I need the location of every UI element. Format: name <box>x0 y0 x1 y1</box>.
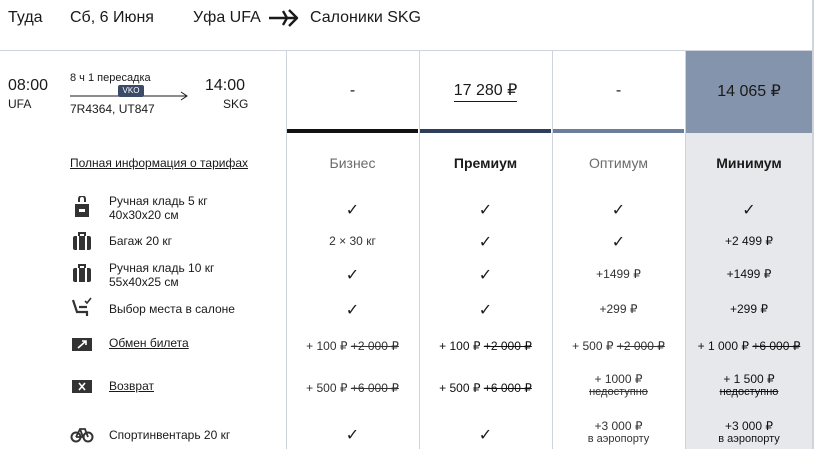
tariff-bar-optimum <box>553 129 684 133</box>
destination-city: Салоники SKG <box>310 9 421 26</box>
carry-on-icon <box>70 262 94 284</box>
right-divider <box>812 0 814 449</box>
flight-numbers: 7R4364, UT847 <box>70 102 155 116</box>
service-hand-luggage-5: Ручная кладь 5 кг 40x30x20 см <box>109 194 208 222</box>
tariff-column-optimum[interactable] <box>552 51 684 449</box>
tariff-name-business: Бизнес <box>329 155 376 171</box>
full-tariff-info-link[interactable]: Полная информация о тарифах <box>70 156 249 170</box>
tariff-name-minimum: Минимум <box>716 155 782 171</box>
seat-icon <box>70 296 94 318</box>
carryon10-value: +1499 ₽ <box>596 267 641 281</box>
check-icon: ✓ <box>478 202 493 219</box>
suitcase-icon <box>70 230 94 252</box>
sport-value: +3 000 ₽ в аэропорту <box>718 419 780 445</box>
bicycle-icon <box>70 423 94 445</box>
flight-date: Сб, 6 Июня <box>70 9 154 26</box>
flight-duration: 8 ч 1 пересадка <box>70 72 151 84</box>
price-minimum[interactable]: 14 065 ₽ <box>686 51 812 131</box>
tariff-column-business[interactable] <box>286 51 418 449</box>
tariff-name-optimum: Оптимум <box>589 155 648 171</box>
tariff-bar-minimum <box>686 129 812 133</box>
price-business[interactable]: - <box>349 82 356 99</box>
check-icon: ✓ <box>478 267 493 284</box>
origin-city: Уфа UFA <box>193 9 261 26</box>
transfer-airport-badge: VKO <box>118 85 144 97</box>
service-baggage-20: Багаж 20 кг <box>109 234 173 248</box>
service-exchange-link[interactable]: Обмен билета <box>109 336 189 350</box>
service-sport-equipment: Спортинвентарь 20 кг <box>109 428 231 442</box>
departure-code: UFA <box>8 97 32 111</box>
carryon10-value: +1499 ₽ <box>726 267 772 281</box>
sport-value: +3 000 ₽ в аэропорту <box>587 419 650 445</box>
flight-summary[interactable] <box>0 51 285 131</box>
check-icon: ✓ <box>478 427 493 444</box>
check-icon: ✓ <box>611 202 626 219</box>
exchange-value: + 100 ₽ +2 000 ₽ <box>306 339 399 353</box>
service-seat-selection: Выбор места в салоне <box>109 302 235 316</box>
hand-luggage-icon <box>70 196 94 218</box>
service-refund-link[interactable]: Возврат <box>109 379 154 393</box>
check-icon: ✓ <box>611 234 626 251</box>
departure-time: 08:00 <box>8 77 49 94</box>
baggage-value: 2 × 30 кг <box>329 234 376 248</box>
seat-value: +299 ₽ <box>599 302 638 316</box>
direction-label: Туда <box>8 9 43 26</box>
tariff-column-premium[interactable] <box>419 51 551 449</box>
exchange-value: + 500 ₽ +2 000 ₽ <box>572 339 665 353</box>
tariff-bar-business <box>287 129 418 133</box>
check-icon: ✓ <box>345 267 360 284</box>
refund-value: + 1000 ₽ недоступно <box>589 372 648 398</box>
tariff-name-premium: Премиум <box>453 155 518 171</box>
check-icon: ✓ <box>478 234 493 251</box>
exchange-value: + 100 ₽ +2 000 ₽ <box>439 339 532 353</box>
refund-value: + 500 ₽ +6 000 ₽ <box>306 381 399 395</box>
plane-icon <box>267 6 303 30</box>
price-optimum[interactable]: - <box>615 82 622 99</box>
route-header <box>0 0 820 50</box>
check-icon: ✓ <box>478 302 493 319</box>
arrival-code: SKG <box>223 97 249 111</box>
baggage-value: +2 499 ₽ <box>724 234 773 248</box>
exchange-icon <box>70 333 94 355</box>
exchange-value: + 1 000 ₽ +6 000 ₽ <box>697 339 801 353</box>
refund-value: + 500 ₽ +6 000 ₽ <box>439 381 532 395</box>
check-icon: ✓ <box>345 202 360 219</box>
arrival-time: 14:00 <box>205 77 246 94</box>
check-icon: ✓ <box>742 202 756 219</box>
check-icon: ✓ <box>345 427 360 444</box>
check-icon: ✓ <box>345 302 360 319</box>
seat-value: +299 ₽ <box>730 302 768 316</box>
price-premium[interactable]: 17 280 ₽ <box>420 51 551 131</box>
refund-value: + 1 500 ₽ недоступно <box>719 372 779 398</box>
refund-icon <box>70 375 94 397</box>
service-hand-luggage-10: Ручная кладь 10 кг 55x40x25 см <box>109 261 215 289</box>
tariff-column-minimum[interactable] <box>685 51 812 449</box>
tariff-bar-premium <box>420 129 551 133</box>
